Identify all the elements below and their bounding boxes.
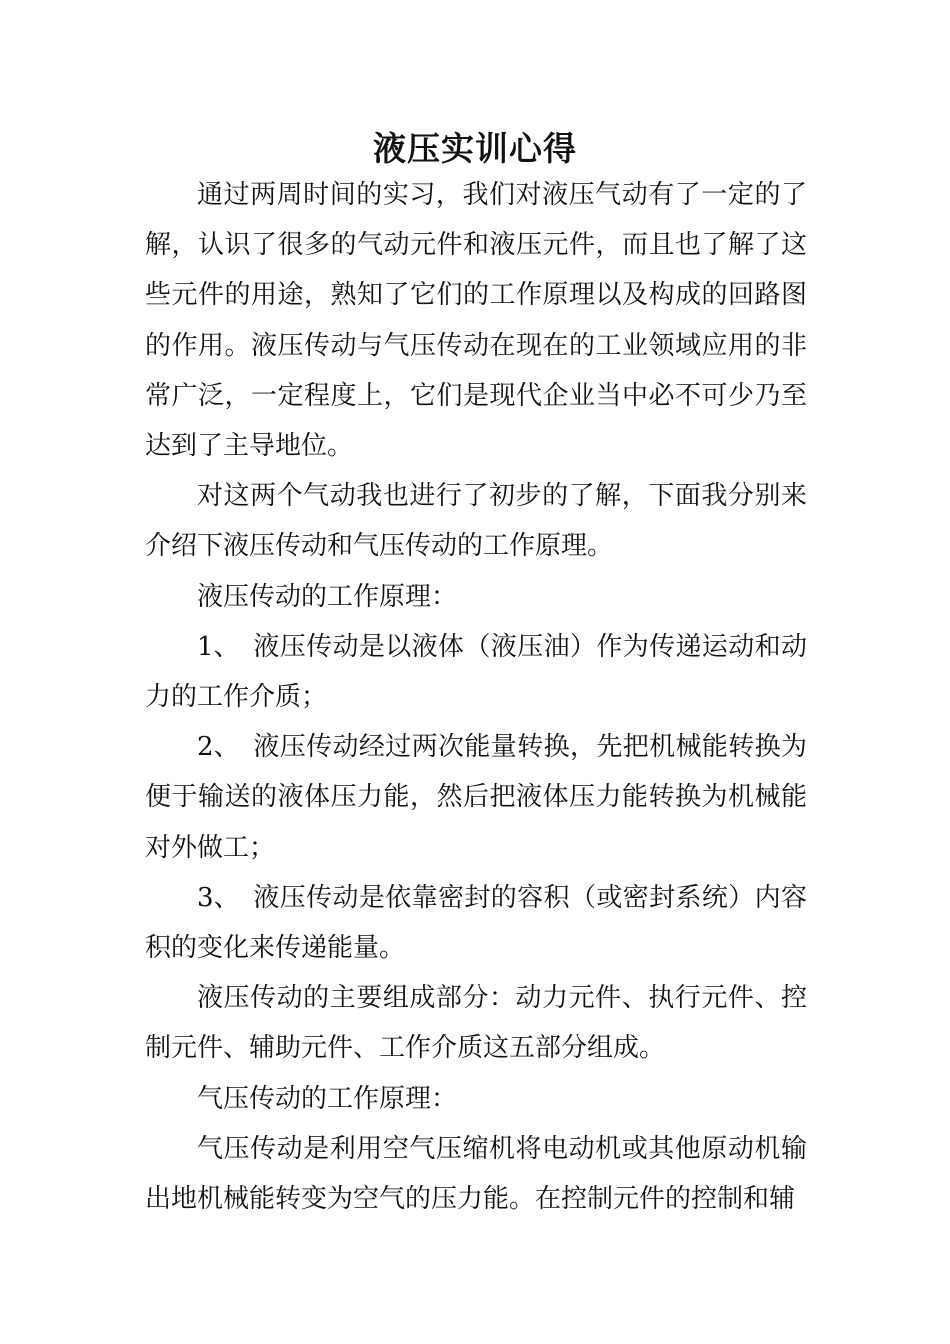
components-paragraph: 液压传动的主要组成部分：动力元件、执行元件、控制元件、辅助元件、工作介质这五部分组成。 (145, 983, 807, 1064)
item-text: 液压传动是依靠密封的容积（或密封系统）内容积的变化来传递能量。 (145, 882, 807, 964)
document-body (145, 170, 807, 1224)
item-text: 液压传动经过两次能量转换，先把机械能转换为便于输送的液体压力能，然后把液体压力能转换为机械能对外做工； (145, 732, 807, 863)
hydraulic-item-1 (145, 622, 807, 722)
hydraulic-item-3 (145, 873, 807, 973)
item-text: 液压传动是以液体（液压油）作为传递运动和动力的工作介质； (145, 631, 807, 713)
overview-paragraph: 对这两个气动我也进行了初步的了解，下面我分别来介绍下液压传动和气压传动的工作原理。 (145, 481, 807, 562)
intro-paragraph: 通过两周时间的实习，我们对液压气动有了一定的了解，认识了很多的气动元件和液压元件，而且也了解了这些元件的用途，熟知了它们的工作原理以及构成的回路图的作用。液压传动与气压传动在现在的工业领域应用的非常广泛，一定程度上，它们是现代企业当中必不可少乃至达到了主导地位。 (145, 180, 807, 462)
pneumatic-paragraph: 气压传动是利用空气压缩机将电动机或其他原动机输出地机械能转变为空气的压力能。在控制元件的控制和辅 (145, 1133, 807, 1215)
item-number: 1、 (197, 631, 240, 662)
item-number: 3、 (197, 882, 240, 913)
hydraulic-item-2 (145, 722, 807, 873)
pneumatic-heading: 气压传动的工作原理： (197, 1083, 458, 1114)
hydraulic-heading: 液压传动的工作原理： (197, 581, 458, 612)
item-number: 2、 (197, 732, 240, 763)
document-title: 液压实训心得 (373, 129, 577, 168)
